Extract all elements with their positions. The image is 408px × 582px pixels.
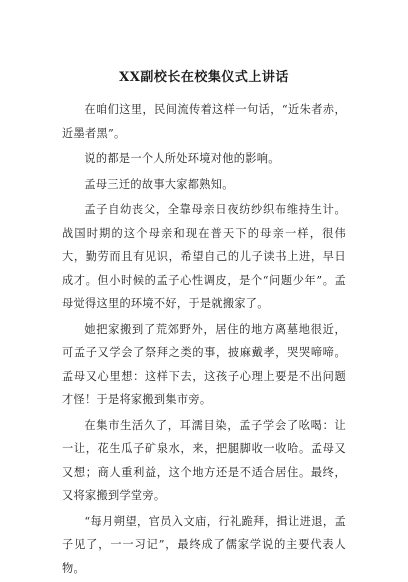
- paragraph: 孟子自幼丧父，全靠母亲日夜纺纱织布维持生计。战国时期的这个母亲和现在普天下的母亲一样，很伟大，勤劳而且有见识，希望自己的儿子读书上进，早日成才。但小时候的孟子心性调皮，是个“问题少年”。孟母觉得这里的环境不好，于是就搬家了。: [62, 203, 346, 310]
- paragraph: 在集市生活久了，耳濡目染，孟子学会了吆喝：让一让，花生瓜子矿泉水，来，把腿脚收一收哈。孟母又又想；商人重利益，这个地方还是不适合居住。最终，又将家搬到学堂旁。: [62, 418, 346, 502]
- paragraph: 说的都是一个人所处环境对他的影响。: [84, 152, 280, 165]
- document-body: [62, 98, 346, 582]
- document-title: XX副校长在校集仪式上讲话: [119, 70, 289, 85]
- paragraph: 在咱们这里，民间流传着这样一句话，“近朱者赤，近墨者黑”。: [62, 103, 346, 140]
- paragraph: “每月朔望，官员入文庙，行礼跪拜，揖让进退，孟子见了，一一习记”，最终成了儒家学说的主要代表人物。: [62, 514, 346, 575]
- paragraph: 孟母三迁的故事大家都熟知。: [84, 177, 234, 191]
- paragraph: 她把家搬到了荒郊野外，居住的地方离墓地很近，可孟子又学会了祭拜之类的事，披麻戴孝，哭哭啼啼。孟母又心里想：这样下去，这孩子心理上要是不出问题才怪！于是将家搬到集市旁。: [62, 322, 346, 406]
